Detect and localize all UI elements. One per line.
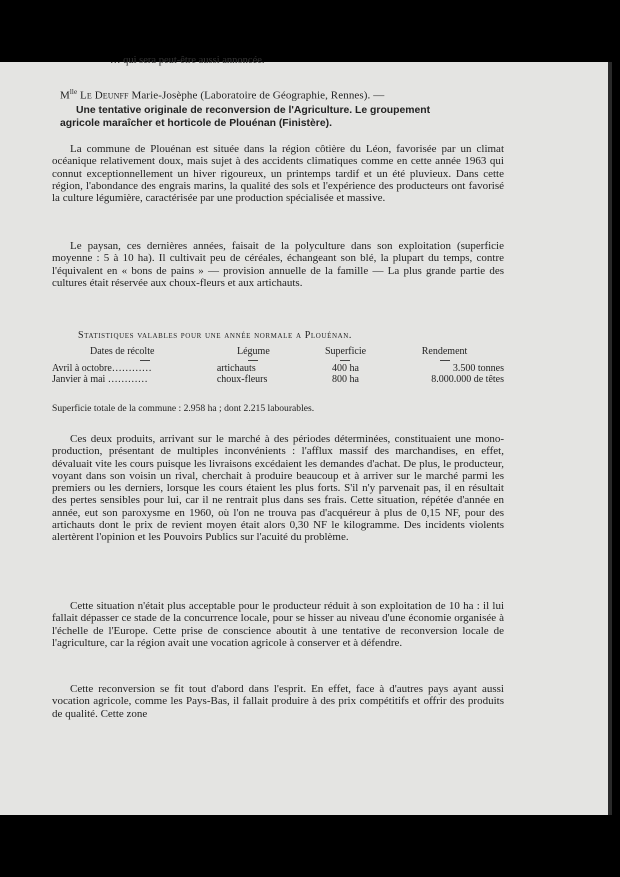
cell-superficie: 800 ha: [332, 374, 359, 385]
statistics-header-row: [52, 346, 504, 363]
cell-superficie: 400 ha: [332, 363, 359, 374]
article-title-line-1: Une tentative originale de reconversion de l'Agriculture. Le groupement: [76, 104, 431, 116]
header-superficie: Superficie: [306, 346, 385, 363]
paragraph-3: Ces deux produits, arrivant sur le marché à des périodes déterminées, constituaient une mono-production, présentant de multiples inconvénients : l'afflux massif des marchandises, en effet, dévaluait vite les cours puisque les livraisons excédaient les demandes d'achat. De plus, le producteur, voyant dans son voisin un rival, cherchait à produire beaucoup et à arriver sur le marché parmi les premiers ou les derniers, lorsque les cours étaient les plus forts. S'il n'y parvenait pas, il en résultait des pertes sensibles pour lui, car il ne rentrait plus dans ses frais. Cette situation, répétée d'année en année, eut son paroxysme en 1960, où l'on ne trouva pas d'acquéreur à plus de 0,15 NF, pour des artichauts dont le prix de revient moyen était alors 0,30 NF le kilogramme. Des incidents violents alertèrent l'opinion et les Pouvoirs Publics sur l'acuité du problème.: [52, 433, 504, 544]
table-row: [52, 374, 504, 385]
cell-rendement: 3.500 tonnes: [452, 363, 504, 374]
author-affiliation: Marie-Josèphe (Laboratoire de Géographie, Rennes). —: [128, 89, 385, 102]
paragraph-1: La commune de Plouénan est située dans la région côtière du Léon, favorisée par un climat océanique relativement doux, mais sujet à des accidents climatiques comme en cette année 1963 qui connut exceptionnellement un hiver rigoureux, un printemps tardif et un été pluvieux. Dans cette région, l'abondance des engrais marins, la qualité des sols et l'expérience des producteurs ont favorisé la culture légumière, caractérisée par une production spécialisée et massive.: [52, 143, 504, 205]
cell-date: Avril à octobre…………: [52, 363, 152, 374]
statistics-title: Statistiques valables pour une année normale a Plouénan.: [78, 330, 353, 341]
paragraph-2: Le paysan, ces dernières années, faisait de la polyculture dans son exploitation (superficie moyenne : 5 à 10 ha). Il cultivait peu de céréales, échangeant son blé, la plupart du temps, contre l'équivalent en « bons de pains » — provision annuelle de la famille — La plus grande partie des cultures était réservée aux choux-fleurs et aux artichauts.: [52, 240, 504, 289]
header-legume: Légume: [201, 346, 306, 363]
statistics-total: Superficie totale de la commune : 2.958 ha ; dont 2.215 labourables.: [52, 403, 315, 414]
table-row: [52, 363, 504, 374]
paragraph-4: Cette situation n'était plus acceptable pour le producteur réduit à son exploitation de 10 ha : il lui fallait dépasser ce stade de la concurrence locale, pour se hisser au niveau d'une économie organisée à l'échelle de l'Europe. Cette prise de conscience aboutit à une tentative de reconversion locale de l'agriculture, car la région avait une vocation agricole à conserver et à défendre.: [52, 600, 504, 649]
page-edge-shadow: [608, 62, 612, 815]
article-title-line-2: agricole maraîcher et horticole de Plouénan (Finistère).: [60, 117, 332, 129]
cell-legume: choux-fleurs: [216, 374, 268, 385]
statistics-table: [52, 346, 504, 385]
header-rendement: Rendement: [385, 346, 504, 363]
author-title-sup: lle: [69, 88, 78, 96]
author-line: [60, 86, 508, 103]
author-title: M: [60, 89, 70, 102]
paragraph-5: Cette reconversion se fit tout d'abord dans l'esprit. En effet, face à d'autres pays ayant aussi vocation agricole, comme les Pays-Bas, il fallait produire à des prix compétitifs et offrir des produits de qualité. Cette zone: [52, 683, 504, 720]
cell-legume: artichauts: [216, 363, 256, 374]
cell-rendement: 8.000.000 de têtes: [431, 374, 504, 385]
article-title: [60, 104, 508, 130]
cell-date: Janvier à mai …………: [52, 374, 148, 385]
author-surname: Le Deunff: [80, 89, 129, 102]
header-date: Dates de récolte: [52, 346, 201, 363]
cut-off-previous-text: … qui sera peut-être aussi annoncée.: [110, 55, 265, 66]
article-header: [60, 86, 508, 130]
document-page: [0, 55, 612, 815]
